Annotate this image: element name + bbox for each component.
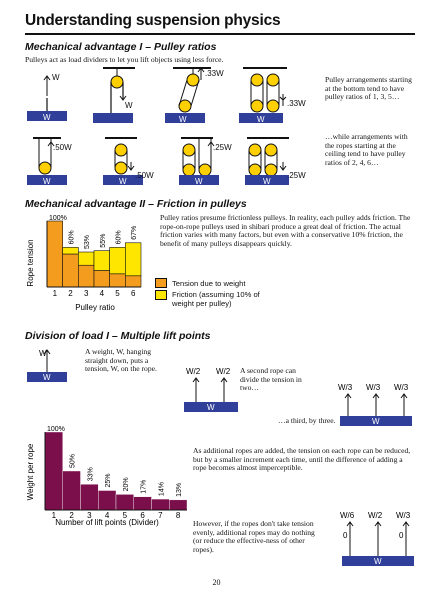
y-axis-label: Rope tension [26,239,35,287]
weight-label: W [257,115,265,124]
data-label: 14% [158,482,166,497]
bar-weight-per-rope [169,500,187,510]
data-label: 53% [84,235,92,250]
pulley-icon [39,162,51,174]
bar-tension [78,265,94,287]
pulley-icon [267,100,279,112]
two-rope-text: A second rope can divide the tension in two… [240,366,302,393]
x-tick-label: 8 [175,511,181,520]
weight-label: W [207,403,215,412]
data-label: 50% [69,453,77,468]
x-tick-label: 2 [69,511,74,520]
force-label: W/2 [186,367,201,376]
bar-weight-per-rope [81,484,99,510]
force-label: W/3 [396,511,411,520]
x-tick-label: 4 [104,511,110,520]
pulley-icon [265,164,277,176]
weight-label: W [43,113,51,122]
pulley-icon [111,76,123,88]
additional-ropes-text: As additional ropes are added, the tension on each rope can be reduced, but by a smaller increment each time, until the difference of adding a rope becomes almost imperceptible. [193,446,411,473]
legend-swatch-friction [155,290,167,300]
bar-tension [94,271,110,288]
x-tick-label: 3 [83,289,89,298]
load-block [93,113,133,123]
force-label: .33W [205,69,224,78]
data-label: 100% [47,426,65,433]
pulley-diagrams [25,66,325,186]
bar-friction [110,247,126,273]
section2-heading: Mechanical advantage II – Friction in pulleys [25,198,247,210]
pulley-icon [183,144,195,156]
bar-weight-per-rope [45,432,63,510]
three-rope-figure [338,380,418,430]
x-tick-label: 4 [99,289,105,298]
force-label: W/2 [368,511,383,520]
bar-tension [125,276,141,287]
x-axis-label: Number of lift points (Divider) [55,518,159,527]
pulley-icon [265,144,277,156]
pulley-icon [115,144,127,156]
bar-friction [78,252,94,265]
data-label: 55% [99,233,107,248]
bar-tension [47,221,63,287]
weight-label: W [372,417,380,426]
legend-label-friction: Friction (assuming 10% of weight per pulley) [172,290,260,308]
two-rope-figure [182,364,242,414]
force-label: 0 [399,531,404,540]
force-label: W [125,101,133,110]
data-label: 20% [122,477,130,492]
force-label: W/3 [394,383,409,392]
single-rope-text: A weight, W, hanging straight down, puts a tension, W, on the rope. [85,347,157,374]
page-title: Understanding suspension physics [25,12,281,29]
friction-text: Pulley ratios presume frictionless pulleys. In reality, each pulley adds friction. The rope-on-rope pulleys used in shibari produce a great deal of friction. The actual friction varies with many factors, but even with a conservative 10% friction, the benefit of many pulleys disappears quickly. [160,213,411,248]
bar-weight-per-rope [152,499,170,510]
pulley-icon [249,144,261,156]
bar-friction [63,247,79,254]
bar-weight-per-rope [63,471,81,510]
pulley-icon [199,164,211,176]
bar-tension [63,254,79,287]
weight-label: W [43,373,51,382]
force-label: .33W [287,99,306,108]
y-axis-label: Weight per rope [26,443,35,501]
force-label: .25W [213,143,232,152]
data-label: 33% [87,467,95,482]
bar-weight-per-rope [134,497,152,510]
pulley-icon [183,164,195,176]
lift-points-chart [25,424,190,528]
force-label: 0 [343,531,348,540]
data-label: 100% [49,215,67,222]
x-tick-label: 6 [130,289,136,298]
x-tick-label: 5 [115,289,120,298]
x-tick-label: 6 [140,511,145,520]
section3-heading: Division of load I – Multiple lift points [25,330,211,342]
weight-label: W [179,115,187,124]
bar-tension [110,274,126,287]
weight-label: W [119,177,127,186]
weight-label: W [374,557,382,566]
force-label: .50W [53,143,72,152]
legend-label-tension: Tension due to weight [172,279,246,288]
x-tick-label: 5 [122,511,128,520]
bar-friction [125,243,141,276]
x-tick-label: 2 [68,289,73,298]
pulley-icon [115,162,127,174]
section1-heading: Mechanical advantage I – Pulley ratios [25,41,217,53]
data-label: 60% [68,230,76,245]
single-rope-figure [25,346,85,386]
x-tick-label: 7 [158,511,163,520]
force-label: W [52,73,60,82]
page-number: 20 [212,578,221,587]
pulley-icon [267,74,279,86]
x-tick-label: 3 [87,511,92,520]
bar-weight-per-rope [98,491,116,511]
uneven-rope-figure [340,508,420,570]
weight-label: W [263,177,271,186]
x-axis-label: Pulley ratio [75,303,115,312]
pulley-note-bottom-start: Pulley arrangements starting at the bottom tend to have pulley ratios of 1, 3, 5… [325,75,412,102]
weight-label: W [195,177,203,186]
force-label: W/2 [216,367,231,376]
data-label: 17% [140,479,148,494]
force-label: W/3 [338,383,353,392]
force-label: W [39,349,47,358]
x-tick-label: 1 [51,511,57,520]
force-label: W/6 [340,511,355,520]
pulley-icon [251,74,263,86]
pulley-note-ceiling-start: …while arrangements with the ropes starting at the ceiling tend to have pulley ratios of 2, 4, 6… [325,132,408,167]
force-label: .25W [287,171,306,180]
data-label: 60% [115,230,123,245]
three-rope-text: …a third, by three. [278,416,336,425]
pulley-ratio-2a-figure [93,68,135,123]
data-label: 67% [131,225,139,240]
data-label: 13% [176,482,184,497]
section1-intro: Pulleys act as load dividers to let you lift objects using less force. [25,55,224,64]
legend-swatch-tension [155,278,167,288]
bar-weight-per-rope [116,494,134,510]
uneven-tension-text: However, if the ropes don't take tension evenly, additional ropes may do nothing (or reduce the effective-ness of other ropes). [193,519,315,554]
force-label: .50W [135,171,154,180]
bar-friction [94,251,110,271]
title-rule [25,33,415,35]
pulley-icon [251,100,263,112]
friction-chart [25,213,155,313]
data-label: 25% [105,473,113,488]
force-label: W/3 [366,383,381,392]
pulley-icon [249,164,261,176]
weight-label: W [43,177,51,186]
x-tick-label: 1 [52,289,58,298]
